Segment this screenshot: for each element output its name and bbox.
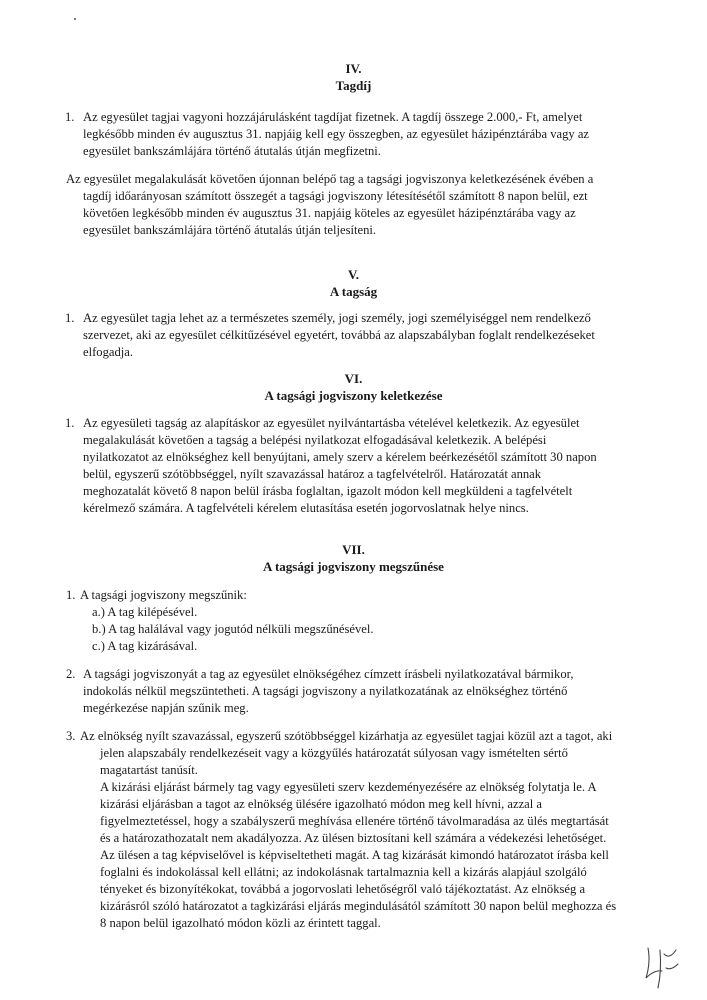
- section-iv-p2-line: egyesület bankszámlájára történő átutalás útján teljesíteni.: [83, 223, 377, 237]
- section-vii-p2-line: megérkezése napján szűnik meg.: [83, 701, 249, 715]
- section-vii-p2-line: A tagsági jogviszonyát a tag az egyesület elnökségéhez címzett írásbeli nyilatkozatával bármikor,: [83, 667, 574, 681]
- section-vi-p1-line: belül, egyszerű szótöbbséggel, nyílt szavazással határoz a tagfelvételről. Határozatát annak: [83, 467, 542, 481]
- list-item: c.) A tag kizárásával.: [92, 639, 198, 653]
- section-v-p1-line: Az egyesület tagja lehet az a természetes személy, jogi személy, jogi személyiséggel nem rendelkező: [83, 311, 591, 325]
- section-vi-p1-line: meghozatalát követő 8 napon belül írásba foglaltan, igazolt módon kell megküldeni a tagfelvételt: [83, 484, 573, 498]
- section-vii-p3-cont-line: A kizárási eljárást bármely tag vagy egyesületi szerv kezdeményezésére az elnökség folytatja le. A: [100, 780, 597, 794]
- section-iv-p1-line: egyesület bankszámlájára történő átutalás útján megfizetni.: [83, 144, 381, 158]
- section-vii-p3-cont-line: kizárásról szóló határozatot a tagkizárási eljárás megindulásától számított 30 napon belül meghozza és: [100, 899, 617, 913]
- section-iv-p1-line: legkésőbb minden év augusztus 31. napjáig kell egy összegben, az egyesület házipénztárába vagy az: [83, 127, 590, 141]
- section-vii-p3-cont-line: kizárási eljárásban a tagot az elnökség ülésére igazolható módon meg kell hívni, azzal a: [100, 797, 542, 811]
- section-vii-p3-cont-line: tényeket és bizonyítékokat, továbbá a jogorvoslati lehetőségről való tájékoztatást. Az elnökség a: [100, 882, 586, 896]
- section-v-p1-line: szervezet, aki az egyesület célkitűzésével egyetért, továbbá az alapszabályban foglalt rendelkezéseket: [83, 328, 595, 342]
- section-vi-numeral: VI.: [344, 371, 363, 386]
- section-vi-p1-line: megalakulását követően a tagság a belépési nyilatkozat elfogadásával keletkezik. A belépési: [83, 433, 547, 447]
- section-vi-p1-line: nyilatkozatot az elnökséghez kell benyújtani, amely szerv a kérelem beérkezésétől számított 30 napon: [83, 450, 597, 464]
- section-v-title: A tagság: [329, 284, 378, 299]
- section-vii-p3-line: jelen alapszabály rendelkezéseit vagy a közgyűlés határozatát súlyosan vagy ismételten sértő: [100, 746, 568, 760]
- list-item: b.) A tag halálával vagy jogutód nélküli megszűnésével.: [92, 622, 374, 636]
- section-v-p1-number: 1.: [65, 311, 75, 325]
- section-vii-p3-cont-line: 8 napon belül igazolható módon közli az érintett taggal.: [100, 916, 381, 930]
- section-vi-title: A tagsági jogviszony keletkezése: [264, 388, 443, 403]
- section-vii-p3-line: magatartást tanúsít.: [100, 763, 198, 777]
- section-vii-p1-intro: A tagsági jogviszony megszűnik:: [80, 588, 247, 602]
- section-iv-p2-line: Az egyesület megalakulását követően újonnan belépő tag a tagsági jogviszonya keletkezésének évében a: [66, 172, 594, 186]
- section-iv-p1-line: Az egyesület tagjai vagyoni hozzájárulásként tagdíjat fizetnek. A tagdíj összege 2.000,- Ft, amelyet: [83, 110, 583, 124]
- section-vii-p2-line: indokolás nélkül megszüntetheti. A tagsági jogviszony a nyilatkozatának az elnökséghez történő: [83, 684, 568, 698]
- section-vii-p3-cont-line: és a határozathozatalt nem akadályozza. Az ülésen biztosítani kell számára a védekezési lehetőséget.: [100, 831, 607, 845]
- section-vi-p1-line: Az egyesületi tagság az alapításkor az egyesület nyilvántartásba vételével keletkezik. Az egyesület: [83, 416, 580, 430]
- section-iv-p2-line: tagdíj időarányosan számított összegét a tagsági jogviszony létesítésétől számított 8 napon belül, ezt: [83, 189, 588, 203]
- section-vii-numeral: VII.: [342, 542, 365, 557]
- section-iv-numeral: IV.: [345, 61, 362, 76]
- scan-speck: [74, 18, 76, 20]
- section-v-p1-line: elfogadja.: [83, 345, 133, 359]
- section-vii-p3-number: 3.: [66, 729, 76, 743]
- section-vi-p1-number: 1.: [65, 416, 75, 430]
- list-item: a.) A tag kilépésével.: [92, 605, 198, 619]
- section-v-numeral: V.: [348, 267, 359, 282]
- section-iv-p1-number: 1.: [65, 110, 75, 124]
- section-iv-p2-line: követően legkésőbb minden év augusztus 31. napjáig köteles az egyesület házipénztárába vagy az: [83, 206, 576, 220]
- section-vii-p2-number: 2.: [66, 667, 76, 681]
- section-vii-p3-line: Az elnökség nyílt szavazással, egyszerű szótöbbséggel kizárhatja az egyesület tagjai közül azt a tagot, aki: [80, 729, 613, 743]
- section-vii-p3-cont-line: foglalni és indokolással kell ellátni; az indokolásnak tartalmaznia kell a kizárás alapjául szolgáló: [100, 865, 587, 879]
- handwritten-initials-signature: [640, 944, 680, 990]
- section-iv-title: Tagdíj: [335, 78, 372, 93]
- section-vii-p1-number: 1.: [66, 588, 76, 602]
- section-vi-p1-line: kérelmező számára. A tagfelvételi kérelem elutasítása esetén jogorvoslatnak helye nincs.: [83, 501, 529, 515]
- section-vii-p3-cont-line: Az ülésen a tag képviselővel is képviseltetheti magát. A tag kizárását kimondó határozatot írásba kell: [100, 848, 609, 862]
- section-vii-p3-cont-line: figyelmeztetéssel, hogy a szabályszerű meghívása ellenére történő távolmaradása az ülés megtartását: [100, 814, 609, 828]
- section-vii-title: A tagsági jogviszony megszűnése: [263, 559, 444, 574]
